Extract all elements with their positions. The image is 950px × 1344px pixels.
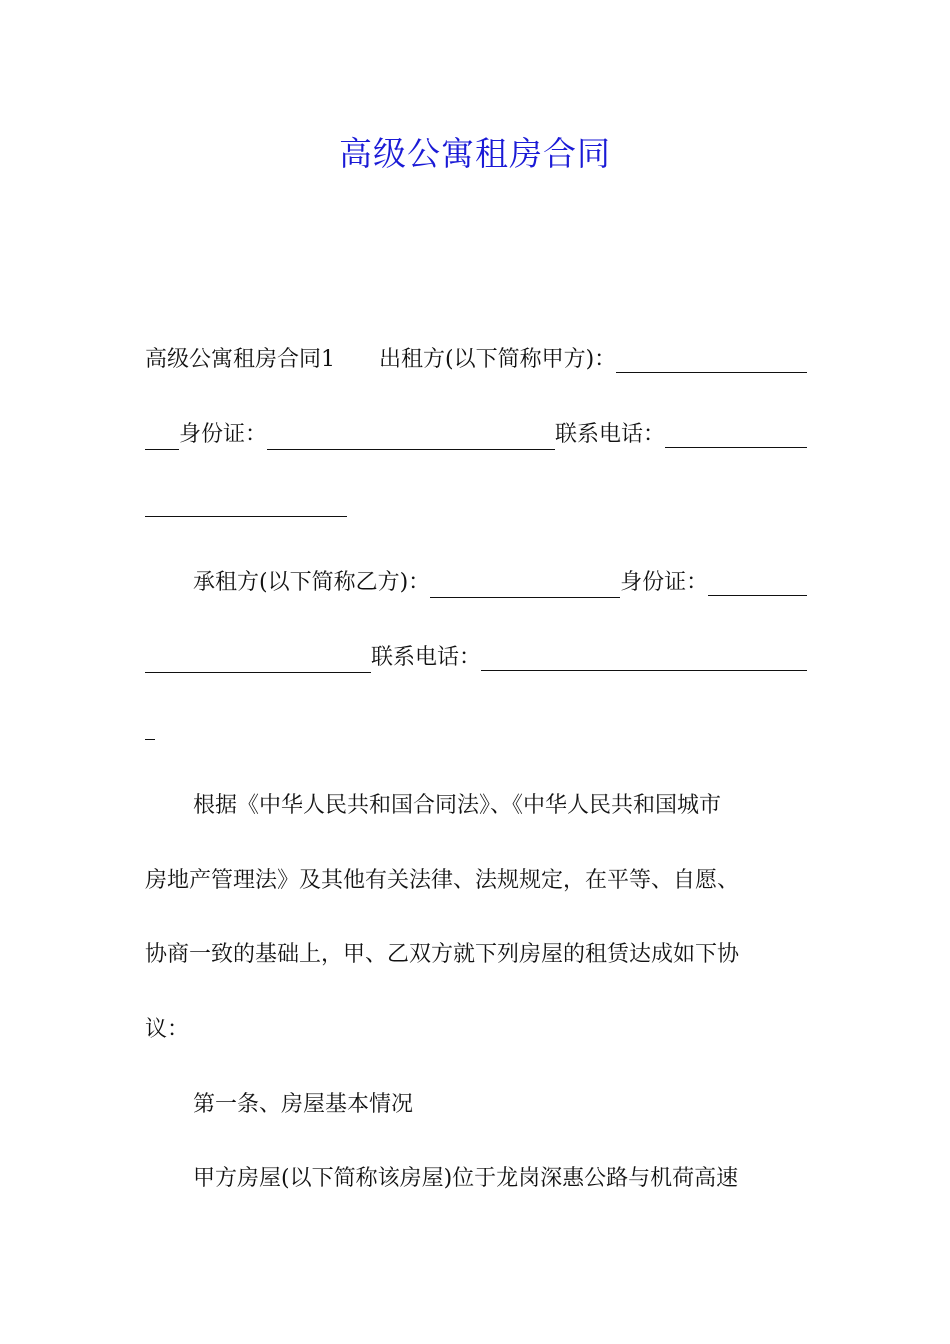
intro-paragraph-line-3 [145,940,807,970]
tenant-id-label: 身份证： [620,570,709,595]
landlord-phone-label: 联系电话： [555,422,666,447]
tenant-phone-line [145,643,807,673]
tenant-id-blank[interactable] [708,573,807,596]
landlord-name-blank-cont[interactable] [145,427,179,450]
article-1-text: 甲方房屋(以下简称该房屋)位于龙岗深惠公路与机荷高速 [193,1166,739,1191]
intro-text-2: 房地产管理法》及其他有关法律、法规规定，在平等、自愿、 [145,868,740,893]
article-1-heading-text: 第一条、房屋基本情况 [193,1092,414,1117]
article-1-heading [145,1090,807,1120]
intro-text-1: 根据《中华人民共和国合同法》、《中华人民共和国城市 [193,793,722,818]
document-title: 高级公寓租房合同 [339,134,611,173]
landlord-id-blank[interactable] [267,427,555,450]
intro-text-3: 协商一致的基础上，甲、乙双方就下列房屋的租赁达成如下协 [145,942,740,967]
landlord-line [145,345,807,375]
intro-text-4: 议： [145,1017,190,1042]
tenant-phone-blank-cont[interactable] [145,717,155,740]
intro-paragraph-line-4 [145,1015,807,1045]
intro-paragraph-line-2 [145,866,807,896]
tenant-phone-blank[interactable] [481,648,807,671]
landlord-phone-blank-cont[interactable] [145,494,347,517]
landlord-phone-cont-line [145,494,807,526]
landlord-name-blank[interactable] [616,350,807,373]
landlord-id-line [145,420,807,450]
intro-paragraph-line-1 [145,791,807,821]
tenant-phone-label: 联系电话： [371,645,482,670]
tenant-label: 承租方(以下简称乙方)： [193,570,431,595]
article-1-paragraph [145,1164,807,1194]
contract-heading: 高级公寓租房合同1 [145,347,335,372]
landlord-phone-blank[interactable] [665,425,807,448]
landlord-label: 出租方(以下简称甲方)： [379,347,617,372]
tenant-id-blank-cont[interactable] [145,650,371,673]
tenant-phone-cont-line [145,717,807,749]
tenant-name-blank[interactable] [430,575,620,598]
landlord-id-label: 身份证： [179,422,268,447]
tenant-line [145,568,807,598]
